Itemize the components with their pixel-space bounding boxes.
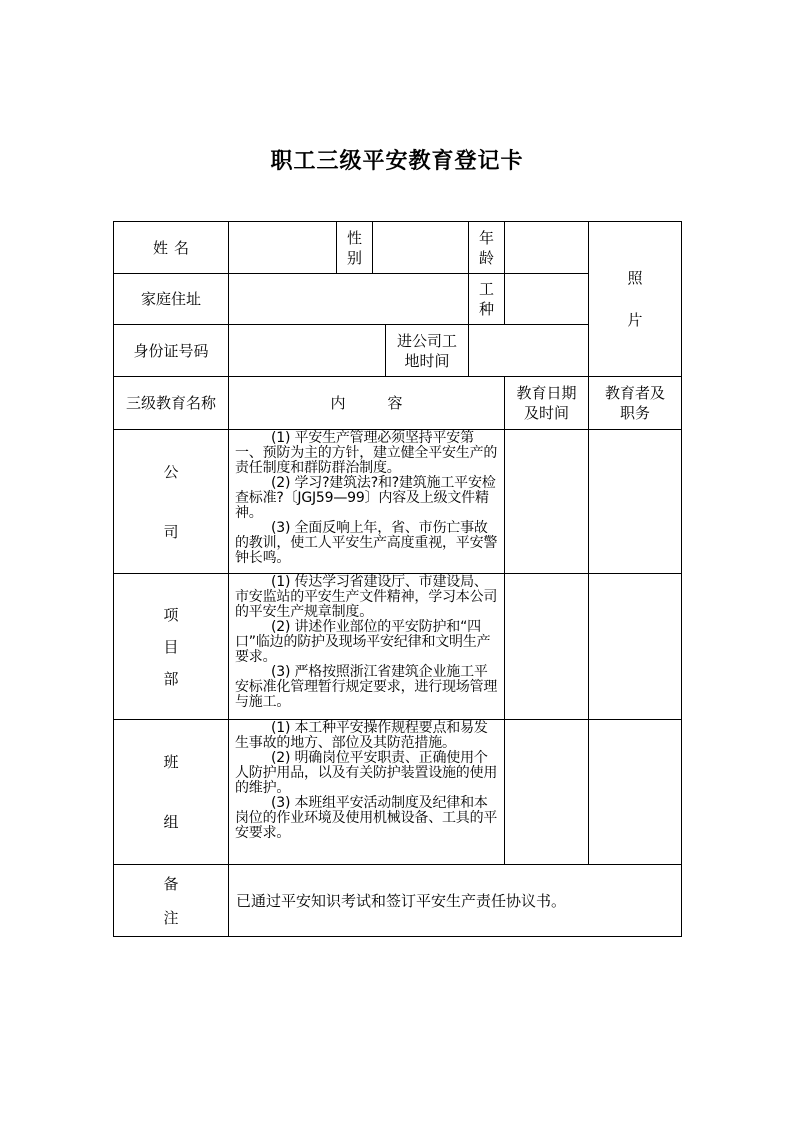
entry-time-label: 进公司工 地时间 (396, 331, 457, 370)
team-educator[interactable] (589, 720, 681, 864)
page-title: 职工三级平安教育登记卡 (270, 149, 524, 174)
address-value[interactable] (229, 274, 468, 324)
trade-label: 工 种 (478, 280, 494, 318)
company-item-2: (2) 学习?建筑法?和?建筑施工平安检查标准?〔JGJ59—99〕内容及上级文件精神。 (235, 475, 496, 521)
trade-value[interactable] (505, 274, 588, 324)
content-header: 内 容 (330, 394, 403, 412)
company-item-3: (3) 全面反响上年，省、市伤亡事故的教训，使工人平安生产高度重视，平安警钟长鸣。 (235, 520, 498, 566)
age-label: 年 龄 (478, 228, 494, 267)
id-number-label: 身份证号码 (133, 341, 209, 360)
remarks-label: 备 注 (163, 874, 179, 927)
name-value[interactable] (229, 222, 336, 273)
id-number-value[interactable] (229, 325, 385, 376)
name-label: 姓 名 (152, 238, 190, 257)
level-name-header: 三级教育名称 (125, 394, 216, 412)
company-edu-date[interactable] (505, 430, 588, 573)
level-project-label: 项 目 部 (163, 605, 179, 688)
project-educator[interactable] (589, 574, 681, 719)
team-edu-date[interactable] (505, 720, 588, 864)
project-item-2: (2) 讲述作业部位的平安防护和“四口”临边的防护及现场平安纪律和文明生产要求。 (235, 619, 491, 665)
level-team-content (229, 720, 504, 864)
remarks-text: 已通过平安知识考试和签订平安生产责任协议书。 (236, 892, 567, 910)
company-item-1: (1) 平安生产管理必须坚持平安第一、预防为主的方针，建立健全平安生产的责任制度和群防群治制度。 (235, 430, 498, 476)
team-item-1: (1) 本工种平安操作规程要点和易发生事故的地方、部位及其防范措施。 (235, 720, 488, 751)
project-item-3: (3) 严格按照浙江省建筑企业施工平安标准化管理暂行规定要求，进行现场管理与施工。 (235, 664, 498, 710)
entry-time-value[interactable] (469, 325, 588, 376)
project-edu-date[interactable] (505, 574, 588, 719)
address-label: 家庭住址 (140, 290, 201, 308)
level-team-label: 班 组 (163, 753, 179, 831)
level-company-content (229, 430, 504, 573)
level-project-content (229, 574, 504, 719)
company-educator[interactable] (589, 430, 681, 573)
team-item-2: (2) 明确岗位平安职责、正确使用个人防护用品，以及有关防护装置设施的使用的维护。 (235, 750, 498, 796)
gender-label: 性 别 (346, 228, 362, 267)
educator-header: 教育者及 职务 (604, 384, 665, 422)
level-company-label: 公 司 (163, 462, 179, 541)
age-value[interactable] (505, 222, 588, 273)
project-item-1: (1) 传达学习省建设厅、市建设局、市安监站的平安生产文件精神，学习本公司的平安生产规章制度。 (235, 574, 498, 620)
edu-date-header: 教育日期 及时间 (516, 384, 577, 422)
photo-box[interactable]: 照 片 (627, 269, 643, 329)
team-item-3: (3) 本班组平安活动制度及纪律和本岗位的作业环境及使用机械设备、工具的平安要求。 (235, 795, 498, 841)
gender-value[interactable] (373, 222, 468, 273)
